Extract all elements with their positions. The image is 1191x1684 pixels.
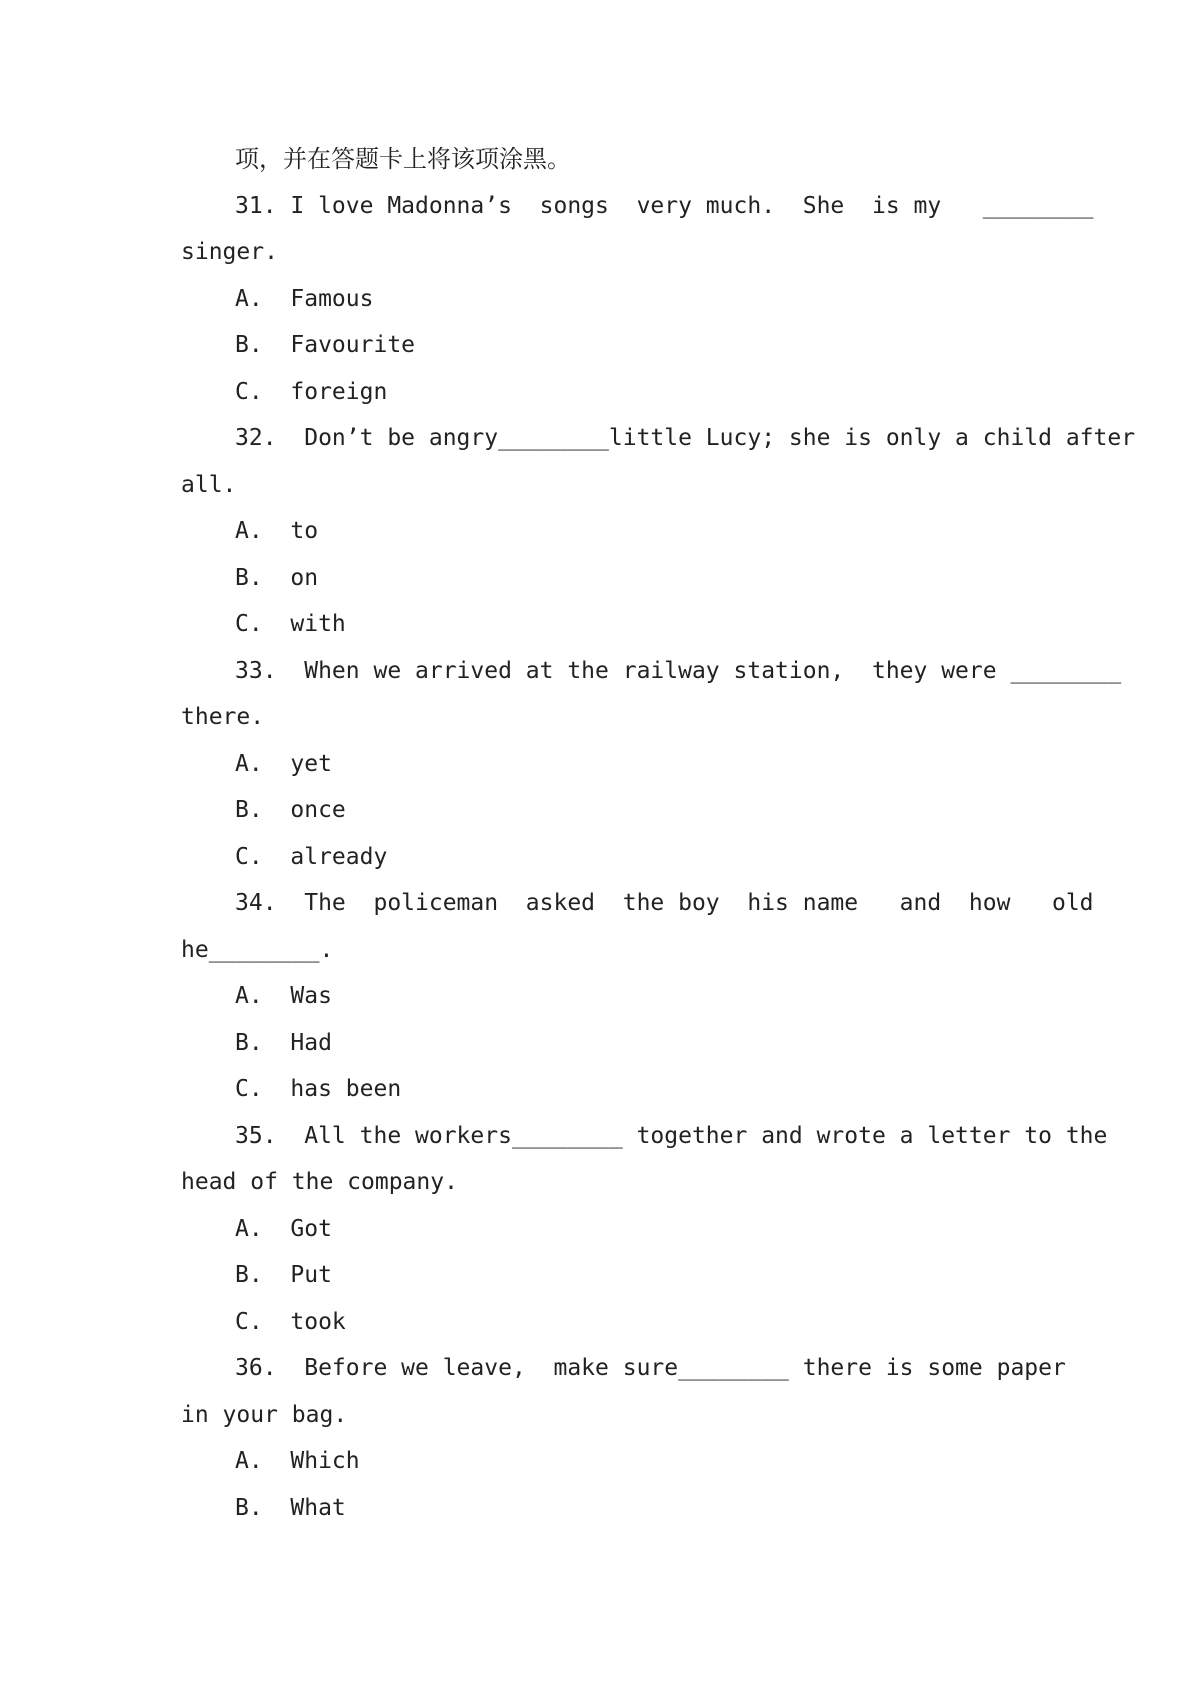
option-b: B. once [235,797,346,823]
question-stem-continuation: in your bag. [181,1401,348,1428]
question-stem-continuation: he________. [181,936,334,963]
question-35 [181,1113,1111,1346]
question-stem: 36. Before we leave, make sure________ there is some paper [235,1355,1066,1381]
option-a: A. Was [235,983,332,1009]
question-33 [181,648,1122,881]
option-c: C. took [235,1308,346,1335]
option-a: A. Which [235,1448,360,1474]
option-b: B. Put [235,1262,332,1288]
option-c: C. with [235,611,346,637]
question-stem-continuation: singer. [181,239,278,265]
option-a: A. Famous [235,285,374,312]
question-stem-continuation: all. [181,471,237,498]
question-stem: 31. I love Madonna’s songs very much. She is my ________ [235,192,1094,219]
question-stem: 32. Don’t be angry________little Lucy; she is only a child after [235,425,1136,451]
question-stem-continuation: head of the company. [181,1169,458,1195]
option-c: C. already [235,843,388,870]
option-c: C. foreign [235,378,388,405]
question-stem: 35. All the workers________ together and wrote a letter to the [235,1122,1108,1149]
option-b: B. What [235,1494,346,1521]
question-stem: 33. When we arrived at the railway station, they were ________ [235,657,1122,684]
question-36 [181,1345,1111,1531]
question-stem: 34. The policeman asked the boy his name and how old [235,890,1094,916]
option-b: B. on [235,564,319,591]
option-a: A. yet [235,750,332,777]
section-instruction: 项，并在答题卡上将该项涂黑。 [235,145,571,173]
option-a: A. Got [235,1215,332,1242]
question-list [181,136,1136,1531]
option-b: B. Had [235,1029,332,1056]
option-c: C. has been [235,1076,402,1102]
question-32 [181,415,1136,648]
option-b: B. Favourite [235,332,416,358]
option-a: A. to [235,518,319,544]
question-31 [181,183,1111,416]
question-stem-continuation: there. [181,704,265,730]
question-34 [181,880,1111,1113]
